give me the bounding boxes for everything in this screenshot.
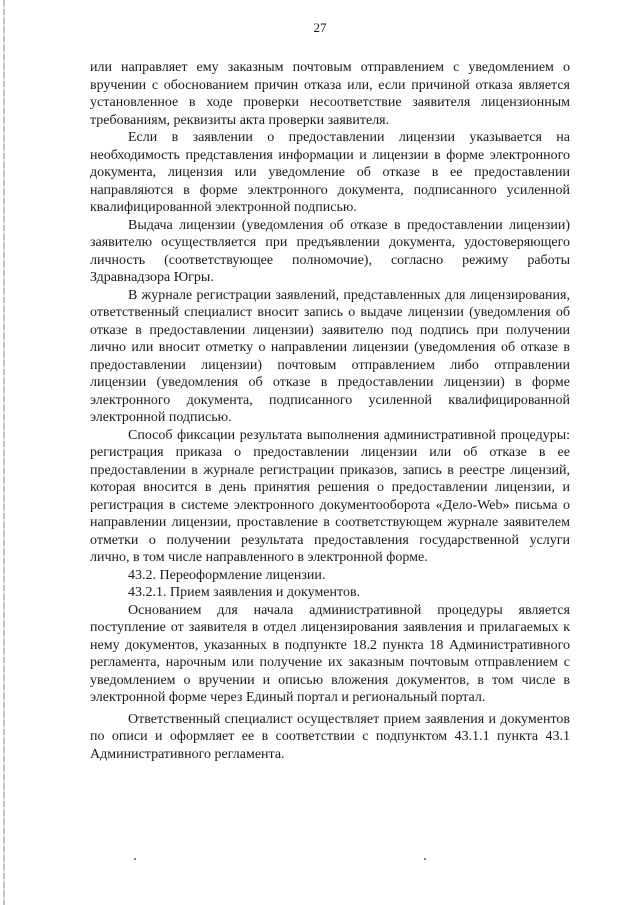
section-heading: 43.2. Переоформление лицензии.: [128, 567, 326, 583]
subsection-heading: 43.2.1. Прием заявления и документов.: [128, 585, 361, 600]
scan-speck: [424, 858, 426, 860]
document-body: [90, 59, 570, 763]
paragraph: В журнале регистрации заявлений, представленных для лицензирования, ответственный специалист вносит запись о выдаче лицензии (уведомления об отказе в предоставлении лицензии) заявителю под подпись при получении лично или вносит отметку о направлении лицензии (уведомления об отказе в предоставлении лицензии) почтовым отправлением либо отправлении лицензии (уведомления об отказе в предоставлении лицензии) в форме электронного документа, подписанного усиленной квалифицированной электронной подписью.: [90, 287, 570, 425]
paragraph: Выдача лицензии (уведомления об отказе в предоставлении лицензии) заявителю осуществляется при предъявлении документа, удостоверяющего личность (соответствующее полномочие), согласно режиму работы Здравнадзора Югры.: [90, 217, 570, 285]
scan-speck: [134, 858, 136, 860]
paragraph: или направляет ему заказным почтовым отправлением с уведомлением о вручении с обоснованием причин отказа или, если причиной отказа является установленное в ходе проверки несоответствие заявителя лицензионным требованиям, реквизиты акта проверки заявителя.: [90, 60, 570, 128]
scan-edge: [3, 0, 5, 905]
paragraph: Способ фиксации результата выполнения административной процедуры: регистрация приказа о предоставлении лицензии или об отказе в ее предоставлении в журнале регистрации приказов, запись в реестре лицензий, которая вносится в день принятия решения о предоставлении лицензии, и регистрация в системе электронного документооборота «Дело-Web» письма о направлении лицензии, проставление в соответствующем журнале заявителем отметки о получении результата предоставления государственной услуги лично, в том числе направленного в электронной форме.: [90, 427, 570, 565]
paragraph: Ответственный специалист осуществляет прием заявления и документов по описи и оформляет ее в соответствии с подпунктом 43.1.1 пункта 43.1 Административного регламента.: [90, 711, 570, 762]
paragraph: Основанием для начала административной процедуры является поступление от заявителя в отдел лицензирования заявления и прилагаемых к нему документов, указанных в подпункте 18.2 пункта 18 Административного регламента, нарочным или получение их заказным почтовым отправлением с уведомлением о вручении и описью вложения документов, в том числе в электронной форме через Единый портал и региональный портал.: [90, 602, 570, 705]
page-number: 27: [313, 20, 327, 35]
paragraph: Если в заявлении о предоставлении лицензии указывается на необходимость представления информации и лицензии в форме электронного документа, лицензия или уведомление об отказе в ее предоставлении направляются в форме электронного документа, подписанного усиленной квалифицированной электронной подписью.: [90, 130, 570, 215]
